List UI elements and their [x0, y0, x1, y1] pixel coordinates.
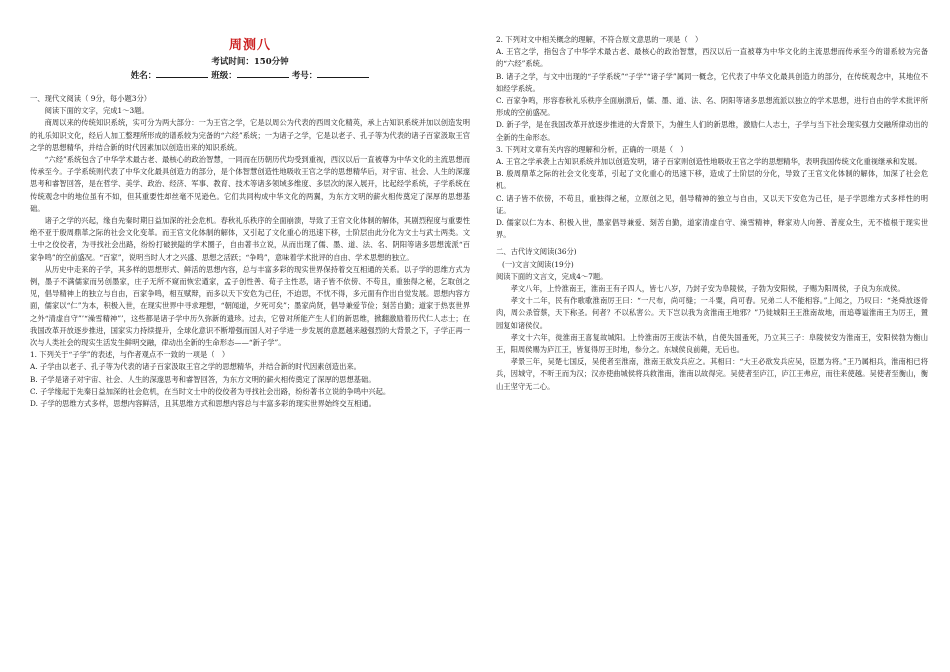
passage-paragraph: 孝景三年，吴楚七国反，吴使者至淮南，淮南王欲发兵应之。其相曰：“大王必欲发兵应吴，臣愿为将。”王乃属相兵，淮南相已将兵，因城守，不听王而为汉；汉亦使曲城侯将兵救淮南，淮南以故得完。吴使者至庐江，庐江王弗应，而往来使越。吴使者至衡山，衡山王坚守无二心。: [496, 357, 928, 391]
name-label: 姓名：: [130, 71, 157, 81]
answer-option: A. 王官之学承袭上古知识系统并加以创造发明，诸子百家则创造性地吸收王官之学的思想精华，表明我国传统文化重视继承和发展。: [496, 157, 922, 167]
answer-option: C. 百家争鸣，形容春秋礼乐秩序全面崩溃后，儒、墨、道、法、名、阴阳等诸多思想流派以独立的学术思想，进行自由的学术批评所形成的空前盛况。: [496, 96, 928, 118]
section-heading: 二、古代诗文阅读(36分): [496, 247, 577, 257]
passage-paragraph: 诸子之学的兴起，缘自先秦时期日益加深的社会危机。春秋礼乐秩序的全面崩溃，导致了王官文化体制的解体，其剧烈程度与重要性绝不亚于殷周鼎革之际的社会文化变革。而王官文化体制的解体，又引起了文化重心的迅速下移，士阶层由此分化为文士与武士两类。文士中之佼佼者，为寻找社会出路，纷纷打破狭隘的学术圈子，自由著书立说，从而出现了儒、墨、道、法、名、阴阳等诸多思想流派“百家争鸣”的空前盛况。“百家”，说明当时人才之兴盛、思想之活跃；“争鸣”，意味着学术批评的自由、学术思想的独立。: [30, 216, 470, 262]
answer-option: B. 子学是诸子对宇宙、社会、人生的深邃思考和睿智回答，为东方文明的薪火相传奠定了深厚的思想基础。: [30, 374, 376, 384]
reading-instruction: 阅读下面的文言文，完成4～7题。: [496, 271, 608, 281]
passage-paragraph: 孝文十二年，民有作歌歌淮南厉王曰：“一尺布，尚可缝；一斗粟，尚可舂。兄弟二人不能相容。”上闻之，乃叹曰：“尧舜放逐骨肉，周公杀管蔡，天下称圣。何者？不以私害公。天下岂以我为贪淮南王地邪？”乃徙城阳王王淮南故地，而追尊谥淮南王为厉王，置园复如诸侯仪。: [496, 296, 928, 330]
section-heading: 一、现代文阅读（ 9分，每小题3分）: [30, 94, 152, 103]
passage-paragraph: 孝文十六年，徙淮南王喜复故城阳。上怜淮南厉王废法不轨，自使失国蚤死，乃立其三子：阜陵侯安为淮南王，安阳侯勃为衡山王，阳周侯赐为庐江王，皆复得厉王时地，参分之。东城侯良前薨，无后也。: [496, 332, 928, 355]
answer-option: C. 子学缘起于先秦日益加深的社会危机，在当时文士中的佼佼者为寻找社会出路，纷纷著书立说的争鸣中兴起。: [30, 386, 391, 396]
answer-option: C. 诸子皆不依傍，不苟且，重独得之秘，立原创之见，倡导精神的独立与自由，又以天下安危为己任，是子学思维方式多样性的明证。: [496, 193, 928, 215]
answer-option: A. 王官之学，指包含了中华学术最古老、最核心的政治智慧，西汉以后一直被尊为中华文化的主流思想而传承至今的谱系较为完备的“六经”系统。: [496, 47, 928, 69]
subsection-heading: (一)文言文阅读(19分): [502, 259, 574, 269]
reading-instruction: 阅读下面的文字，完成1～3题。: [44, 106, 149, 116]
page-title: 周测八: [228, 38, 271, 53]
class-blank[interactable]: [237, 69, 289, 78]
name-blank[interactable]: [156, 69, 208, 78]
answer-option: D. 子学的思维方式多样，思想内容鲜活，且其思维方式和思想内容总与丰富多彩的现实世界始终交互相通。: [30, 399, 376, 409]
answer-option: B. 殷周鼎革之际的社会文化变革，引起了文化重心的迅速下移，造成了士阶层的分化，导致了王官文化体制的解体，加深了社会危机。: [496, 169, 928, 191]
passage-paragraph: “六经”系统包含了中华学术最古老、最核心的政治智慧，一同而在历朝历代均受到重视，西汉以后一直被尊为中华文化的主流思想而传承至今。子学系统则代表了中华文化最具创造力的部分，是个体智慧创造性地吸收王官之学的思想精华后，对宇宙、社会、人生的深邃思考和睿智回答，是在哲学、美学、政治、经济、军事、教育、技术等诸多领域多维度、多层次的深入展开，比起经学系统，子学系统在传统观念中的地位虽有不如，但其重要性却丝毫不见逊色。它们共同构成中华文化的两翼，为东方文明的薪火相传奠定了深厚的思想基础。: [30, 155, 470, 213]
answer-option: B. 诸子之学，与文中出现的“子学系统”“子学”“诸子学”属同一概念，它代表了中华文化最具创造力的部分，在传统观念中，其地位不如经学系统。: [496, 71, 928, 93]
number-blank[interactable]: [317, 69, 369, 78]
right-column: [496, 34, 928, 393]
passage-paragraph: 从历史中走来的子学，其多样的思想形式、鲜活的思想内容，总与丰富多彩的现实世界保持着交互相通的关系。以子学的思维方式为例，墨子不满儒家而另创墨家，庄子无所不窥而恢宏遒家，孟子创性善、荀子主性恶，诸子皆不依傍、不苟且，重独得之秘，乞取创之见，倡导精神上的独立与自由，百家争鸣，相互赋辩，而多以天下安危为己任，不迫思，不忧不得，多元面有作出自觉发展。思想内容方面，儒家以“仁”为本，积极入世，在现实世界中寻求理想，“朝闻道，夕死可矣”；墨家尚贤，倡导兼爱节俭；刻苦自勤；道家于热衷世界之外“清虚自守”’“澡雪精神”’，这些都是诸子学中历久弥新的遗珍。过去，它曾对所能产生人们的新思维，掀翻激励着历代仁人志士；在我国改革开放逐步推进，国家实力持续提升，全球化意识不断增强而国人对子学进一步发展的意愿越来越强烈的大背景之下，子学正再一次与人类社会的现实生活发生鲜明交融，律动出全新的生命形态——“新子学”。: [30, 264, 470, 348]
question-stem: 2. 下列对文中相关概念的理解，不符合原文意思的一项是（ ）: [496, 35, 703, 44]
passage-paragraph: 孝文八年，上怜淮南王，淮南王有子四人，皆七八岁，乃封子安为阜陵侯，子勃为安阳侯，子赐为阳周侯，子良为东成侯。: [510, 284, 905, 294]
exam-time: 考试时间：150分钟: [211, 57, 289, 67]
number-label: 考号：: [291, 71, 318, 81]
class-label: 班级：: [211, 71, 237, 81]
left-column: [30, 34, 470, 410]
answer-option: D. 儒家以仁为本、积极入世，墨家倡导兼爱、刻苦自勤，道家清虚自守、澡雪精神，释家劝人向善、普度众生，无不植根于现实世界。: [496, 218, 928, 240]
passage-paragraph: 商周以来的传统知识系统，实可分为两大部分：一为王官之学，它是以周公为代表的西周文化精英，承上古知识系统并加以创造发明的礼乐知识文化，经后人加工整理所形成的谱系较为完备的“六经”系统；一为诸子之学，它是以老子、孔子等为代表的诸子百家汲取王官之学的思想精华，并结合新的时代因素加以创造出来的知识系统。: [30, 118, 470, 152]
answer-option: D. 新子学，是在我国改革开放逐步推进的大背景下，为催生人们的新思维，激励仁人志士，子学与当下社会现实强力交融所律动出的全新的生命形态。: [496, 120, 928, 142]
question-stem: 3. 下列对文章有关内容的理解和分析，正确的一项是（ ）: [496, 144, 688, 154]
student-info-line: [30, 69, 470, 81]
answer-option: A. 子学由以老子、孔子等为代表的诸子百家汲取王官之学的思想精华，并结合新的时代因素创造出来。: [30, 362, 361, 372]
question-stem: 1. 下列关于“子学”的表述，与作者观点不一致的一项是（ ）: [30, 350, 230, 360]
